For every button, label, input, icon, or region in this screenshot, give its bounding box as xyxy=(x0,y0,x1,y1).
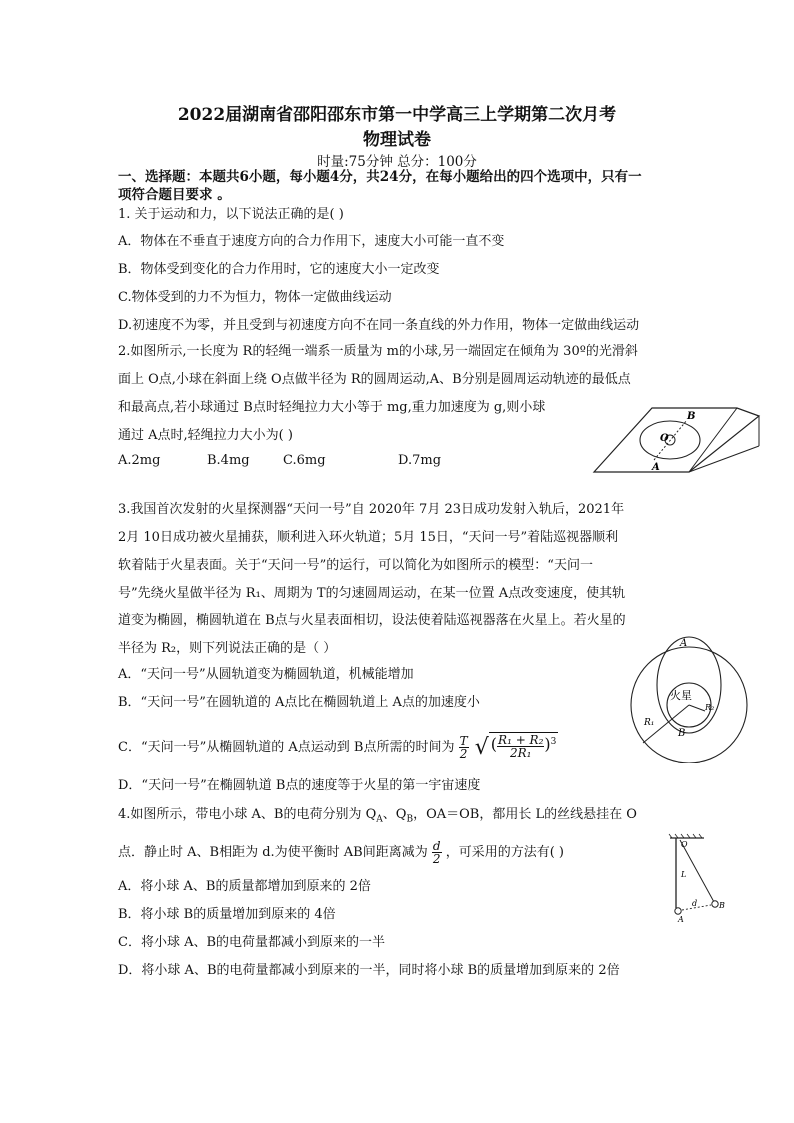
q4-stem-line2: 点．静止时 A、B相距为 d.为使平衡时 AB间距离减为 $\frac{d}{2}$ ，可采用的方法有( ) xyxy=(118,839,564,866)
q4-fig-label-o: O xyxy=(681,840,688,849)
q4-fig-label-l: L xyxy=(681,870,687,879)
q3-option-c-text: C．“天问一号”从椭圆轨道的 A点运动到 B点所需的时间为 xyxy=(118,740,455,755)
q2-option-b: B.4mg xyxy=(207,453,250,468)
q4-fig-label-b: B xyxy=(719,901,725,910)
q4-stem-line1: 4.如图所示，带电小球 A、B的电荷分别为 $Q_A$、$Q_B$，OA＝OB，都用长 L的丝线悬挂在 O xyxy=(118,807,637,825)
q2-stem-line1: 2.如图所示,一长度为 R的轻绳一端系一质量为 m的小球,另一端固定在倾角为 30º的光滑斜 xyxy=(118,344,638,359)
q3-orbit-figure xyxy=(625,633,755,763)
q3-stem-line2: 2月 10日成功被火星捕获，顺利进入环火轨道；5月 15日，“天问一号”着陆巡视器顺利 xyxy=(118,530,619,545)
q3-option-d: D．“天问一号”在椭圆轨道 B点的速度等于火星的第一宇宙速度 xyxy=(118,778,481,793)
q2-fig-label-o: O xyxy=(660,433,669,444)
q2-option-a: A.2mg xyxy=(118,453,161,468)
q3-stem-line6: 半径为 R₂，则下列说法正确的是（ ） xyxy=(118,641,337,656)
q3-option-c-exponent: 3 xyxy=(550,737,557,748)
q2-stem-line2: 面上 O点,小球在斜面上绕 O点做半径为 R的圆周运动,A、B分别是圆周运动轨迹的最低点 xyxy=(118,372,631,387)
q2-option-d: D.7mg xyxy=(398,453,442,468)
q4-fig-label-a: A xyxy=(678,915,684,924)
q3-option-a: A．“天问一号”从圆轨道变为椭圆轨道，机械能增加 xyxy=(118,667,414,682)
q2-fig-label-a: A xyxy=(652,462,660,473)
q1-option-b: B．物体受到变化的合力作用时，它的速度大小一定改变 xyxy=(118,262,440,277)
exam-title-line2: 物理试卷 xyxy=(363,130,431,150)
q1-option-d: D.初速度不为零，并且受到与初速度方向不在同一条直线的外力作用，物体一定做曲线运动 xyxy=(118,318,640,333)
q4-d-over-2: $\frac{d}{2}$ xyxy=(432,839,441,866)
q3-fig-label-r1: R₁ xyxy=(644,718,655,728)
q2-incline-figure xyxy=(592,398,762,478)
q2-option-c: C.6mg xyxy=(283,453,326,468)
exam-title-line1: 2022届湖南省邵阳邵东市第一中学高三上学期第二次月考 xyxy=(177,105,617,125)
q4-option-d: D．将小球 A、B的电荷量都减小到原来的一半，同时将小球 B的质量增加到原来的 2倍 xyxy=(118,963,620,978)
q3-fig-label-b: B xyxy=(678,728,686,739)
q3-stem-line1: 3.我国首次发射的火星探测器“天问一号”自 2020年 7月 23日成功发射入轨后，2021年 xyxy=(118,502,625,517)
q2-stem-line4: 通过 A点时,轻绳拉力大小为( ) xyxy=(118,428,293,443)
q3-fig-label-r2: R₂ xyxy=(705,703,715,712)
q3-stem-line5: 道变为椭圆，椭圆轨道在 B点与火星表面相切，设法使着陆巡视器落在火星上。若火星的 xyxy=(118,613,626,628)
q3-fig-label-a: A xyxy=(680,638,688,649)
q3-stem-line3: 软着陆于火星表面。关于“天问一号”的运行，可以简化为如图所示的模型：“天问一 xyxy=(118,558,593,573)
q3-option-c: C．“天问一号”从椭圆轨道的 A点运动到 B点所需的时间为 $\frac{T}{2}$ √ ( $\frac{\text{R₁ + R₂}}{\text{2R₁}}$ )$^3$ xyxy=(118,732,557,761)
q3-option-c-inner-fraction: $\frac{\text{R₁ + R₂}}{\text{2R₁}}$ xyxy=(498,732,544,760)
section1-heading-line2: 项符合题目要求 。 xyxy=(118,187,231,203)
q4-option-a: A．将小球 A、B的质量都增加到原来的 2倍 xyxy=(118,879,371,894)
q4-fig-label-d: d xyxy=(692,899,698,908)
q1-stem: 1. 关于运动和力，以下说法正确的是( ) xyxy=(118,207,344,222)
q1-option-a: A．物体在不垂直于速度方向的合力作用下，速度大小可能一直不变 xyxy=(118,234,505,249)
q1-option-c: C.物体受到的力不为恒力，物体一定做曲线运动 xyxy=(118,290,392,305)
q4-option-b: B．将小球 B的质量增加到原来的 4倍 xyxy=(118,907,336,922)
q3-fig-label-mars: 火星 xyxy=(670,689,692,702)
q3-option-b: B．“天问一号”在圆轨道的 A点比在椭圆轨道上 A点的加速度小 xyxy=(118,695,480,710)
q2-fig-label-b: B xyxy=(687,411,696,422)
section1-heading-line1: 一、选择题：本题共6小题，每小题4分，共24分，在每小题给出的四个选项中，只有一 xyxy=(118,169,642,185)
q3-stem-line4: 号”先绕火星做半径为 R₁、周期为 T的匀速圆周运动，在某一位置 A点改变速度，使其轨 xyxy=(118,586,626,601)
q2-stem-line3: 和最高点,若小球通过 B点时轻绳拉力大小等于 mg,重力加速度为 g,则小球 xyxy=(118,400,546,415)
q3-option-c-t-over-2: $\frac{T}{2}$ xyxy=(459,734,468,761)
q4-pendulum-figure xyxy=(664,832,739,924)
exam-meta: 时量:75分钟 总分：100分 xyxy=(317,154,477,170)
q4-option-c: C．将小球 A、B的电荷量都减小到原来的一半 xyxy=(118,935,386,950)
